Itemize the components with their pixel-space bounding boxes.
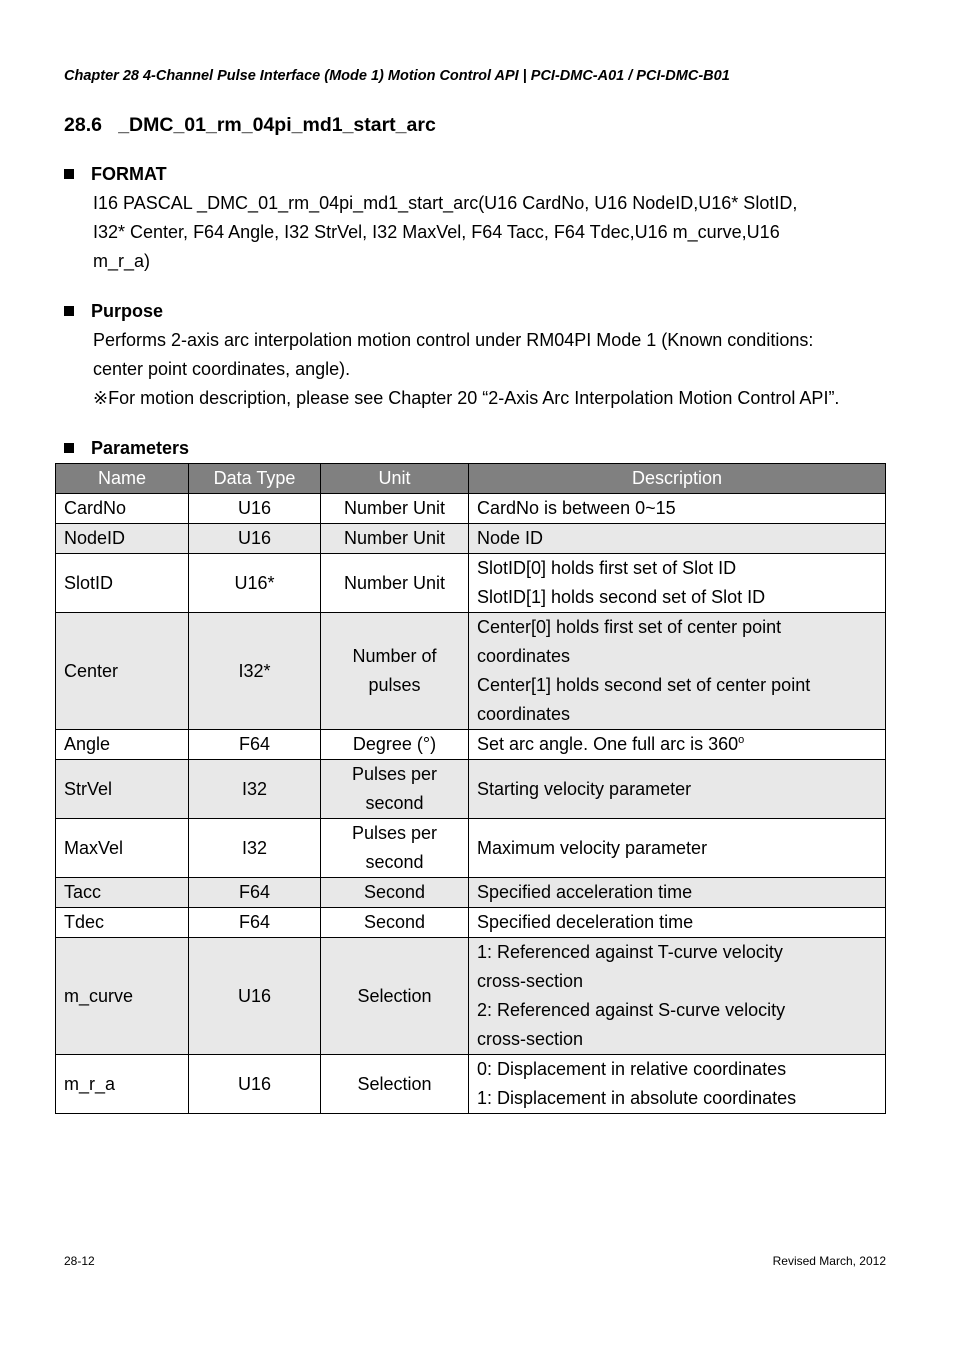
param-description-cell	[469, 908, 886, 938]
cell-line: 2: Referenced against S-curve velocity	[477, 1000, 786, 1020]
cell-line: coordinates	[477, 704, 571, 724]
superscript: o	[738, 734, 745, 746]
table-row	[56, 524, 886, 554]
param-name-cell: Tdec	[56, 908, 189, 938]
param-description-cell	[469, 730, 886, 760]
cell-line: second	[365, 793, 424, 813]
cell-line: Selection	[357, 985, 432, 1006]
param-description-cell	[469, 760, 886, 819]
cell-line: Maximum velocity parameter	[477, 837, 708, 858]
cell-line: Number Unit	[343, 572, 446, 593]
format-heading-text: FORMAT	[91, 164, 167, 184]
cell-line: Specified acceleration time	[477, 882, 693, 902]
bullet-square-icon	[64, 306, 74, 316]
table-row	[56, 760, 886, 819]
param-unit-cell	[321, 730, 469, 760]
format-heading	[64, 164, 167, 185]
cell-line: Specified deceleration time	[477, 912, 694, 932]
param-name-cell: StrVel	[56, 760, 189, 819]
cell-line: Pulses per	[351, 823, 438, 843]
purpose-line: ※For motion description, please see Chapter 20 “2-Axis Arc Interpolation Motion Control API”.	[93, 388, 840, 408]
param-unit-cell	[321, 554, 469, 613]
param-description-cell	[469, 938, 886, 1055]
param-type-cell: F64	[189, 730, 321, 760]
param-unit-cell	[321, 819, 469, 878]
cell-line: Degree (°)	[352, 734, 437, 754]
purpose-heading-text: Purpose	[91, 301, 164, 321]
cell-line: Starting velocity parameter	[477, 778, 692, 799]
section-title: 28.6 _DMC_01_rm_04pi_md1_start_arc	[64, 114, 436, 136]
param-type-cell: U16	[189, 524, 321, 554]
bullet-square-icon	[64, 443, 74, 453]
column-header: Data Type	[189, 464, 321, 494]
format-body	[93, 189, 913, 276]
parameters-table	[55, 463, 886, 1114]
param-name-cell: m_r_a	[56, 1055, 189, 1114]
column-header: Description	[469, 464, 886, 494]
cell-line: SlotID[0] holds first set of Slot ID	[477, 558, 737, 578]
cell-line: Center[0] holds first set of center point	[477, 617, 782, 637]
purpose-heading	[64, 301, 163, 322]
cell-line: cross-section	[477, 971, 584, 991]
param-type-cell: I32	[189, 760, 321, 819]
param-description-cell	[469, 554, 886, 613]
param-description-cell	[469, 524, 886, 554]
table-row	[56, 1055, 886, 1114]
table-row	[56, 878, 886, 908]
table-header-row	[56, 464, 886, 494]
table-row	[56, 908, 886, 938]
cell-line: Second	[363, 882, 426, 902]
cell-line: Selection	[357, 1073, 432, 1094]
cell-line: Second	[363, 912, 426, 932]
cell-line: Pulses per	[351, 764, 438, 784]
cell-line: 0: Displacement in relative coordinates	[477, 1059, 787, 1079]
cell-line: Node ID	[477, 528, 544, 548]
param-description-cell	[469, 613, 886, 730]
cell-line: CardNo is between 0~15	[477, 498, 676, 518]
format-line: I16 PASCAL _DMC_01_rm_04pi_md1_start_arc(U16 CardNo, U16 NodeID,U16* SlotID,	[93, 193, 798, 213]
revision-date: Revised March, 2012	[772, 1254, 886, 1268]
param-unit-cell	[321, 938, 469, 1055]
param-name-cell: Center	[56, 613, 189, 730]
table-row	[56, 938, 886, 1055]
table-row	[56, 730, 886, 760]
param-description-cell	[469, 878, 886, 908]
param-type-cell: I32*	[189, 613, 321, 730]
cell-line: 1: Referenced against T-curve velocity	[477, 942, 783, 962]
param-unit-cell	[321, 524, 469, 554]
param-description-cell	[469, 1055, 886, 1114]
param-name-cell: Angle	[56, 730, 189, 760]
cell-line: Number Unit	[343, 498, 446, 518]
table-row	[56, 554, 886, 613]
param-type-cell: U16	[189, 938, 321, 1055]
param-type-cell: F64	[189, 908, 321, 938]
column-header: Name	[56, 464, 189, 494]
bullet-square-icon	[64, 169, 74, 179]
parameters-heading	[64, 438, 189, 459]
param-type-cell: U16	[189, 1055, 321, 1114]
purpose-line: center point coordinates, angle).	[93, 359, 351, 379]
cell-line: Center[1] holds second set of center point	[477, 675, 811, 695]
format-line: m_r_a)	[93, 251, 151, 271]
param-name-cell: SlotID	[56, 554, 189, 613]
cell-line: 1: Displacement in absolute coordinates	[477, 1088, 797, 1108]
param-unit-cell	[321, 494, 469, 524]
table-row	[56, 819, 886, 878]
param-name-cell: MaxVel	[56, 819, 189, 878]
cell-line: Number Unit	[343, 528, 446, 548]
format-line: I32* Center, F64 Angle, I32 StrVel, I32 MaxVel, F64 Tacc, F64 Tdec,U16 m_curve,U16	[93, 222, 780, 242]
param-type-cell: U16	[189, 494, 321, 524]
param-unit-cell	[321, 908, 469, 938]
table-row	[56, 613, 886, 730]
cell-line	[477, 730, 877, 759]
param-name-cell: m_curve	[56, 938, 189, 1055]
cell-line: coordinates	[477, 646, 571, 666]
param-unit-cell	[321, 878, 469, 908]
param-description-cell	[469, 819, 886, 878]
param-name-cell: NodeID	[56, 524, 189, 554]
table-row	[56, 494, 886, 524]
cell-line: SlotID[1] holds second set of Slot ID	[477, 587, 766, 607]
page-number: 28-12	[64, 1254, 95, 1268]
purpose-body	[93, 326, 933, 413]
column-header: Unit	[321, 464, 469, 494]
param-name-cell: CardNo	[56, 494, 189, 524]
param-name-cell: Tacc	[56, 878, 189, 908]
parameters-heading-text: Parameters	[91, 438, 190, 458]
cell-text: Set arc angle. One full arc is 360	[477, 734, 739, 754]
param-unit-cell	[321, 1055, 469, 1114]
param-type-cell: F64	[189, 878, 321, 908]
cell-line: cross-section	[477, 1029, 584, 1049]
param-description-cell	[469, 494, 886, 524]
param-type-cell: U16*	[189, 554, 321, 613]
cell-line: second	[365, 852, 424, 872]
running-header: Chapter 28 4-Channel Pulse Interface (Mode 1) Motion Control API | PCI-DMC-A01 / PCI-DMC-B01	[64, 68, 730, 84]
cell-line: Number of	[352, 646, 437, 666]
param-unit-cell	[321, 613, 469, 730]
param-type-cell: I32	[189, 819, 321, 878]
param-unit-cell	[321, 760, 469, 819]
purpose-line: Performs 2-axis arc interpolation motion control under RM04PI Mode 1 (Known conditions:	[93, 330, 814, 350]
cell-line: pulses	[368, 675, 421, 695]
